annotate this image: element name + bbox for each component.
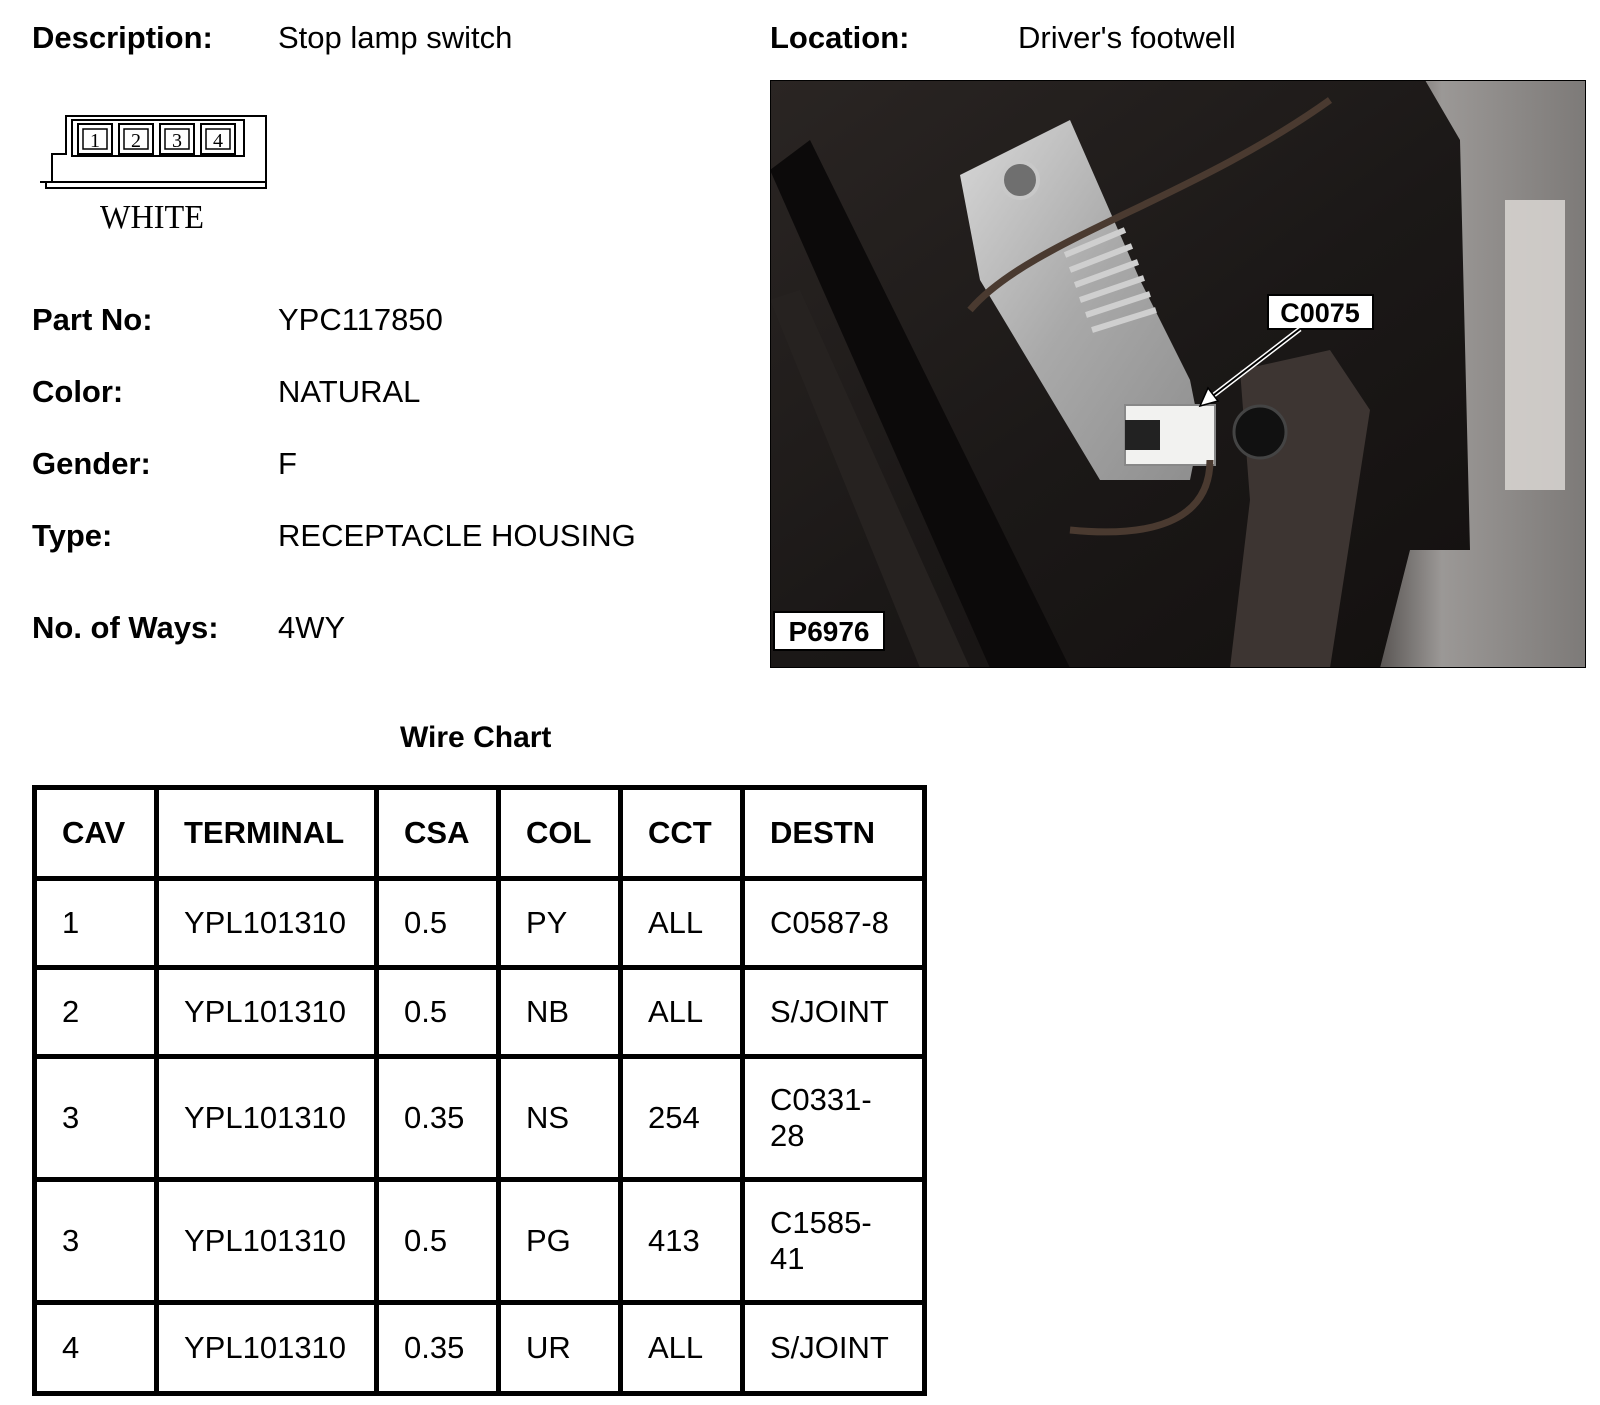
part-no-label: Part No: [32, 302, 153, 337]
cell-csa: 0.5 [377, 879, 499, 968]
description-value: Stop lamp switch [278, 20, 513, 55]
table-row [35, 1180, 925, 1303]
cell-col: PY [499, 879, 621, 968]
column-header-csa: CSA [377, 788, 499, 879]
cell-cav: 1 [35, 879, 157, 968]
wire-chart-title: Wire Chart [400, 721, 552, 754]
type-label: Type: [32, 518, 113, 553]
column-header-col: COL [499, 788, 621, 879]
cell-terminal: YPL101310 [157, 1303, 377, 1394]
connector-color-label: WHITE [99, 198, 205, 237]
ways-value: 4WY [278, 610, 346, 645]
cell-destn: S/JOINT [743, 968, 925, 1057]
cell-cav: 4 [35, 1303, 157, 1394]
column-header-terminal: TERMINAL [157, 788, 377, 879]
column-header-cav: CAV [35, 788, 157, 879]
cell-terminal: YPL101310 [157, 968, 377, 1057]
type-value: RECEPTACLE HOUSING [278, 518, 636, 553]
part-no-value: YPC117850 [278, 302, 443, 337]
connector-face-diagram [38, 112, 270, 242]
cell-col: NB [499, 968, 621, 1057]
table-row [35, 1303, 925, 1394]
pin-label-3: 3 [172, 130, 182, 152]
column-header-cct: CCT [621, 788, 743, 879]
ways-label: No. of Ways: [32, 610, 219, 645]
cell-destn: C1585- 41 [743, 1180, 925, 1303]
table-row [35, 1057, 925, 1180]
table-header-row [35, 788, 925, 879]
cell-csa: 0.35 [377, 1303, 499, 1394]
pin-label-4: 4 [213, 130, 223, 152]
cell-cct: ALL [621, 879, 743, 968]
description-label: Description: [32, 20, 213, 55]
cell-cct: 254 [621, 1057, 743, 1180]
cell-cav: 3 [35, 1180, 157, 1303]
gender-value: F [278, 446, 297, 481]
cell-col: PG [499, 1180, 621, 1303]
cell-cct: 413 [621, 1180, 743, 1303]
cell-col: UR [499, 1303, 621, 1394]
table-row [35, 879, 925, 968]
table-row [35, 968, 925, 1057]
cell-csa: 0.5 [377, 968, 499, 1057]
cell-csa: 0.35 [377, 1057, 499, 1180]
cell-terminal: YPL101310 [157, 1057, 377, 1180]
gender-label: Gender: [32, 446, 151, 481]
connector-callout-label: C0075 [1280, 298, 1360, 328]
connector-pins [78, 124, 235, 154]
color-value: NATURAL [278, 374, 421, 409]
photo-id-label: P6976 [788, 616, 870, 647]
cell-cct: ALL [621, 968, 743, 1057]
pin-label-2: 2 [131, 130, 141, 152]
cell-cav: 3 [35, 1057, 157, 1180]
cell-destn: S/JOINT [743, 1303, 925, 1394]
cell-terminal: YPL101310 [157, 879, 377, 968]
location-label: Location: [770, 20, 910, 55]
cell-cct: ALL [621, 1303, 743, 1394]
cell-col: NS [499, 1057, 621, 1180]
pin-2 [119, 124, 153, 154]
column-header-destn: DESTN [743, 788, 925, 879]
location-photo [770, 80, 1586, 668]
pin-label-1: 1 [90, 130, 100, 152]
cell-csa: 0.5 [377, 1180, 499, 1303]
cell-terminal: YPL101310 [157, 1180, 377, 1303]
panel-label-sticker [1505, 200, 1565, 490]
cell-destn: C0587-8 [743, 879, 925, 968]
wire-chart-table [32, 785, 927, 1396]
cell-destn: C0331- 28 [743, 1057, 925, 1180]
color-label: Color: [32, 374, 124, 409]
pin-4 [201, 124, 235, 154]
pin-1 [78, 124, 112, 154]
location-value: Driver's footwell [1018, 20, 1236, 55]
pin-3 [160, 124, 194, 154]
cell-cav: 2 [35, 968, 157, 1057]
